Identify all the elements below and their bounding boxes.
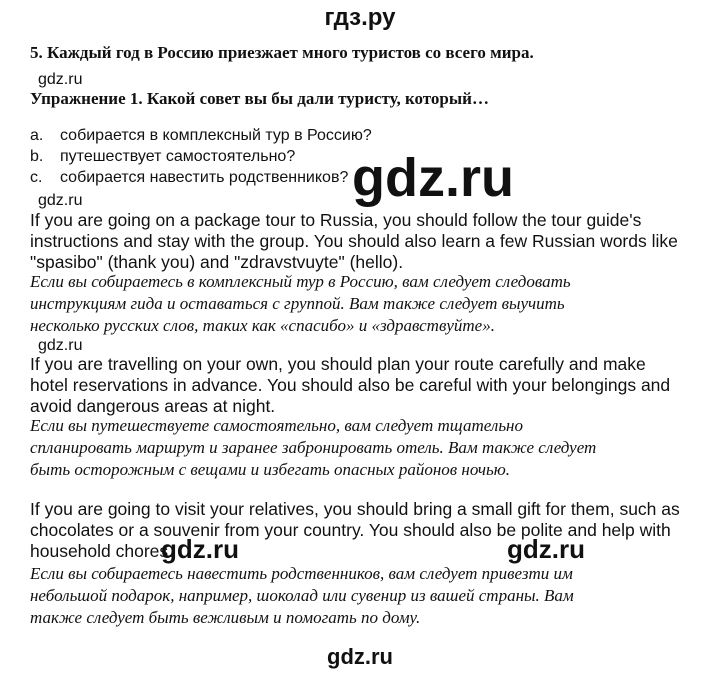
option-b — [30, 148, 295, 166]
answer-en — [30, 354, 670, 417]
task-title: 5. Каждый год в Россию приезжает много туристов со всего мира. — [30, 43, 534, 62]
text-line: быть осторожным с вещами и избегать опасных районов ночью. — [30, 460, 510, 479]
option-text: собирается в комплексный тур в Россию? — [60, 127, 372, 144]
text-line: Если вы собираетесь навестить родственников, вам следует привезти им — [30, 564, 573, 583]
watermark-large: gdz.ru — [352, 148, 514, 208]
text-line: If you are going on a package tour to Russia, you should follow the tour guide's — [30, 210, 642, 230]
text-line: несколько русских слов, таких как «спасибо» и «здравствуйте». — [30, 316, 495, 335]
text-line: instructions and stay with the group. You should also learn a few Russian words like — [30, 231, 678, 251]
text-line: Если вы путешествуете самостоятельно, вам следует тщательно — [30, 416, 523, 435]
text-line: Если вы собираетесь в комплексный тур в Россию, вам следует следовать — [30, 272, 571, 291]
text-line: также следует быть вежливым и помогать по дому. — [30, 608, 421, 627]
text-line: hotel reservations in advance. You should also be careful with your belongings and — [30, 375, 671, 395]
answer-ru — [30, 271, 571, 337]
text-line: инструкциям гида и оставаться с группой. Вам также следует выучить — [30, 294, 565, 313]
text-line: avoid dangerous areas at night. — [30, 396, 276, 416]
watermark-medium: gdz.ru — [507, 534, 585, 564]
watermark: gdz.ru — [38, 337, 83, 354]
answer-ru — [30, 563, 574, 629]
text-line: "spasibo" (thank you) and "zdravstvuyte" (hello). — [30, 252, 404, 272]
answer-en — [30, 210, 678, 273]
text-line: If you are travelling on your own, you should plan your route carefully and make — [30, 354, 646, 374]
text-line: chocolates or a souvenir from your country. You should also be polite and help with — [30, 520, 671, 540]
watermark: gdz.ru — [38, 192, 83, 209]
option-text: собирается навестить родственников? — [60, 169, 349, 186]
text-line: household chores. — [30, 541, 174, 561]
text-line: спланировать маршрут и заранее забронировать отель. Вам также следует — [30, 438, 597, 457]
exercise-title: Упражнение 1. Какой совет вы бы дали туристу, который… — [30, 89, 489, 108]
option-c — [30, 169, 348, 187]
site-header: гдз.ру — [324, 4, 396, 31]
text-line: If you are going to visit your relatives, you should bring a small gift for them, such as — [30, 499, 680, 519]
answer-ru — [30, 415, 596, 481]
option-letter: a. — [30, 127, 44, 144]
option-a — [30, 127, 372, 145]
option-letter: c. — [30, 169, 43, 186]
option-letter: b. — [30, 148, 44, 165]
watermark: gdz.ru — [38, 71, 83, 88]
text-line: небольшой подарок, например, шоколад или сувенир из вашей страны. Вам — [30, 586, 574, 605]
option-text: путешествует самостоятельно? — [60, 148, 296, 165]
site-footer: gdz.ru — [327, 644, 393, 669]
watermark-medium: gdz.ru — [161, 534, 239, 564]
